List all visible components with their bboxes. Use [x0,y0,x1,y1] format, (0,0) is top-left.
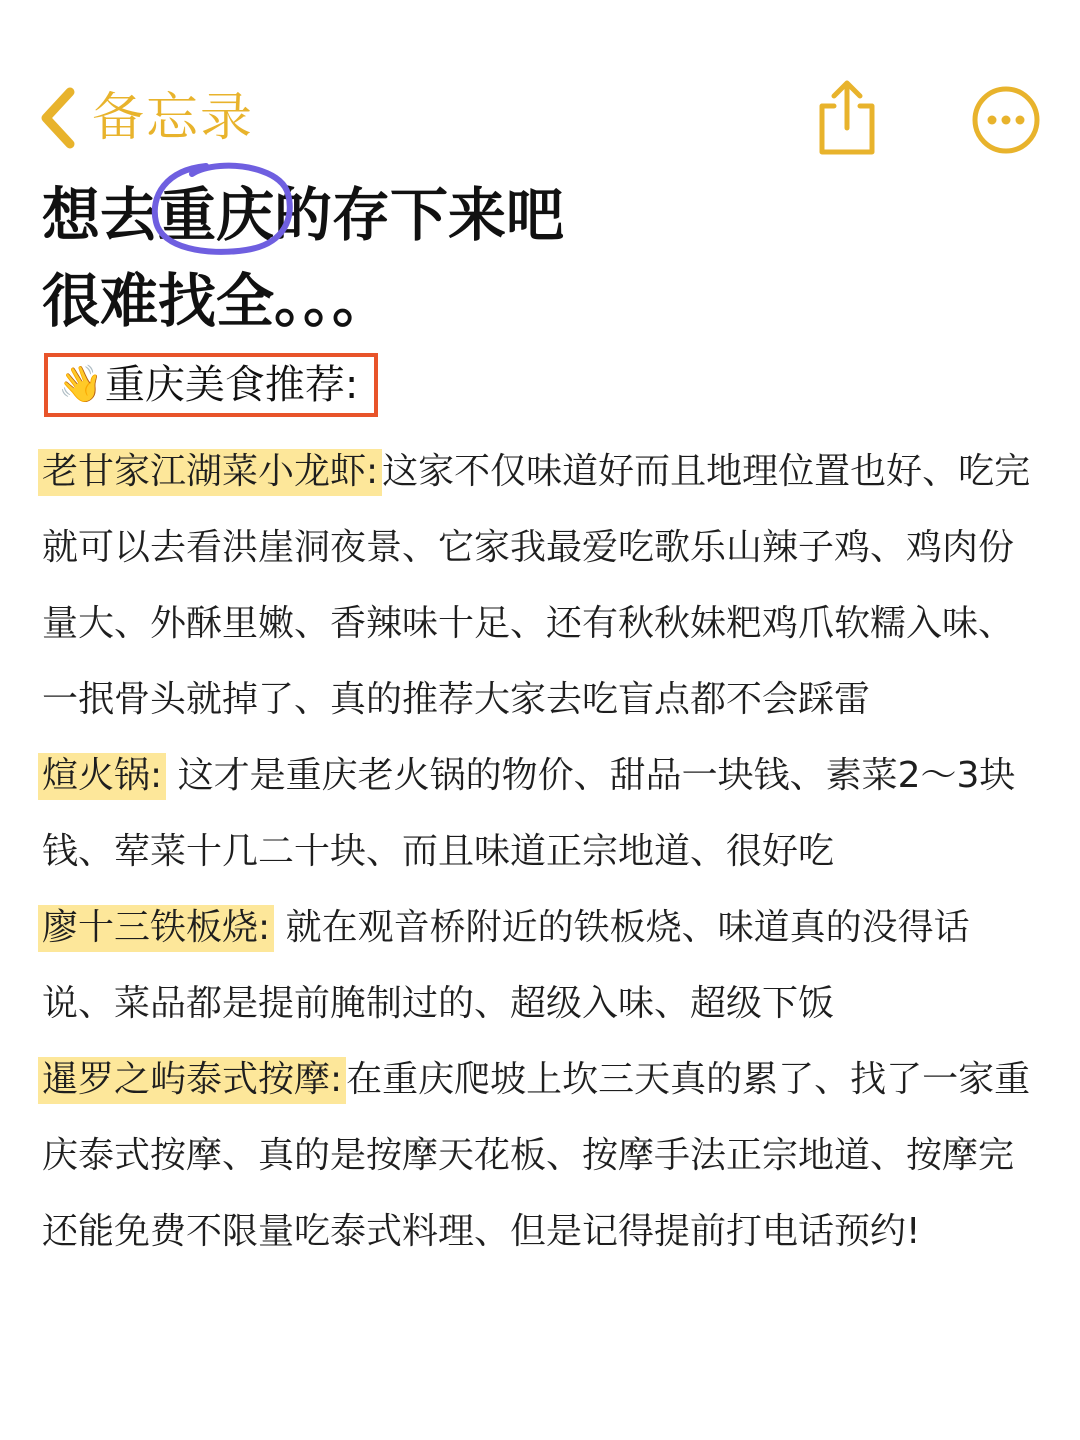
share-icon [812,145,882,164]
list-item [42,434,1032,738]
title-prefix: 想去 [42,181,159,249]
entry-text: 在重庆爬坡上坎三天真的累了、找了一家重庆泰式按摩、真的是按摩天花板、按摩手法正宗地道、按摩完还能免费不限量吃泰式料理、但是记得提前打电话预约! [42,1059,1031,1252]
section-heading [44,353,378,417]
share-button[interactable] [812,76,882,160]
section-label: 重庆美食推荐: [104,362,359,408]
more-icon [970,141,1042,160]
list-item [42,1042,1032,1270]
back-label: 备忘录 [92,88,255,148]
note-title [42,172,564,344]
navigation-bar [0,0,1080,160]
title-line-1 [42,172,564,258]
waving-hand-icon: 👋 [58,364,103,405]
title-line-2: 很难找全。。。 [42,267,391,335]
entry-name-highlight: 老甘家江湖菜小龙虾: [38,449,382,496]
note-body [42,434,1032,1270]
circled-word [158,172,274,258]
chevron-left-icon [38,86,78,150]
circled-text: 重庆 [158,181,275,249]
entry-text: 就在观音桥附近的铁板烧、味道真的没得话说、菜品都是提前腌制过的、超级入味、超级下饭 [42,907,970,1024]
back-button[interactable] [38,86,254,150]
list-item [42,738,1032,890]
entry-name-highlight: 暹罗之屿泰式按摩: [38,1057,346,1104]
entry-text: 这才是重庆老火锅的物价、甜品一块钱、素菜2～3块钱、荤菜十几二十块、而且味道正宗地道、很好吃 [42,755,1016,872]
entry-name-highlight: 煊火锅: [38,753,166,800]
title-suffix: 的存下来吧 [274,181,565,249]
list-item [42,890,1032,1042]
entry-text: 这家不仅味道好而且地理位置也好、吃完就可以去看洪崖洞夜景、它家我最爱吃歌乐山辣子鸡、鸡肉份量大、外酥里嫩、香辣味十足、还有秋秋妹粑鸡爪软糯入味、一抿骨头就掉了、真的推荐大家去吃盲点都不会踩雷 [42,451,1031,720]
more-options-button[interactable] [970,84,1042,156]
entry-name-highlight: 廖十三铁板烧: [38,905,274,952]
